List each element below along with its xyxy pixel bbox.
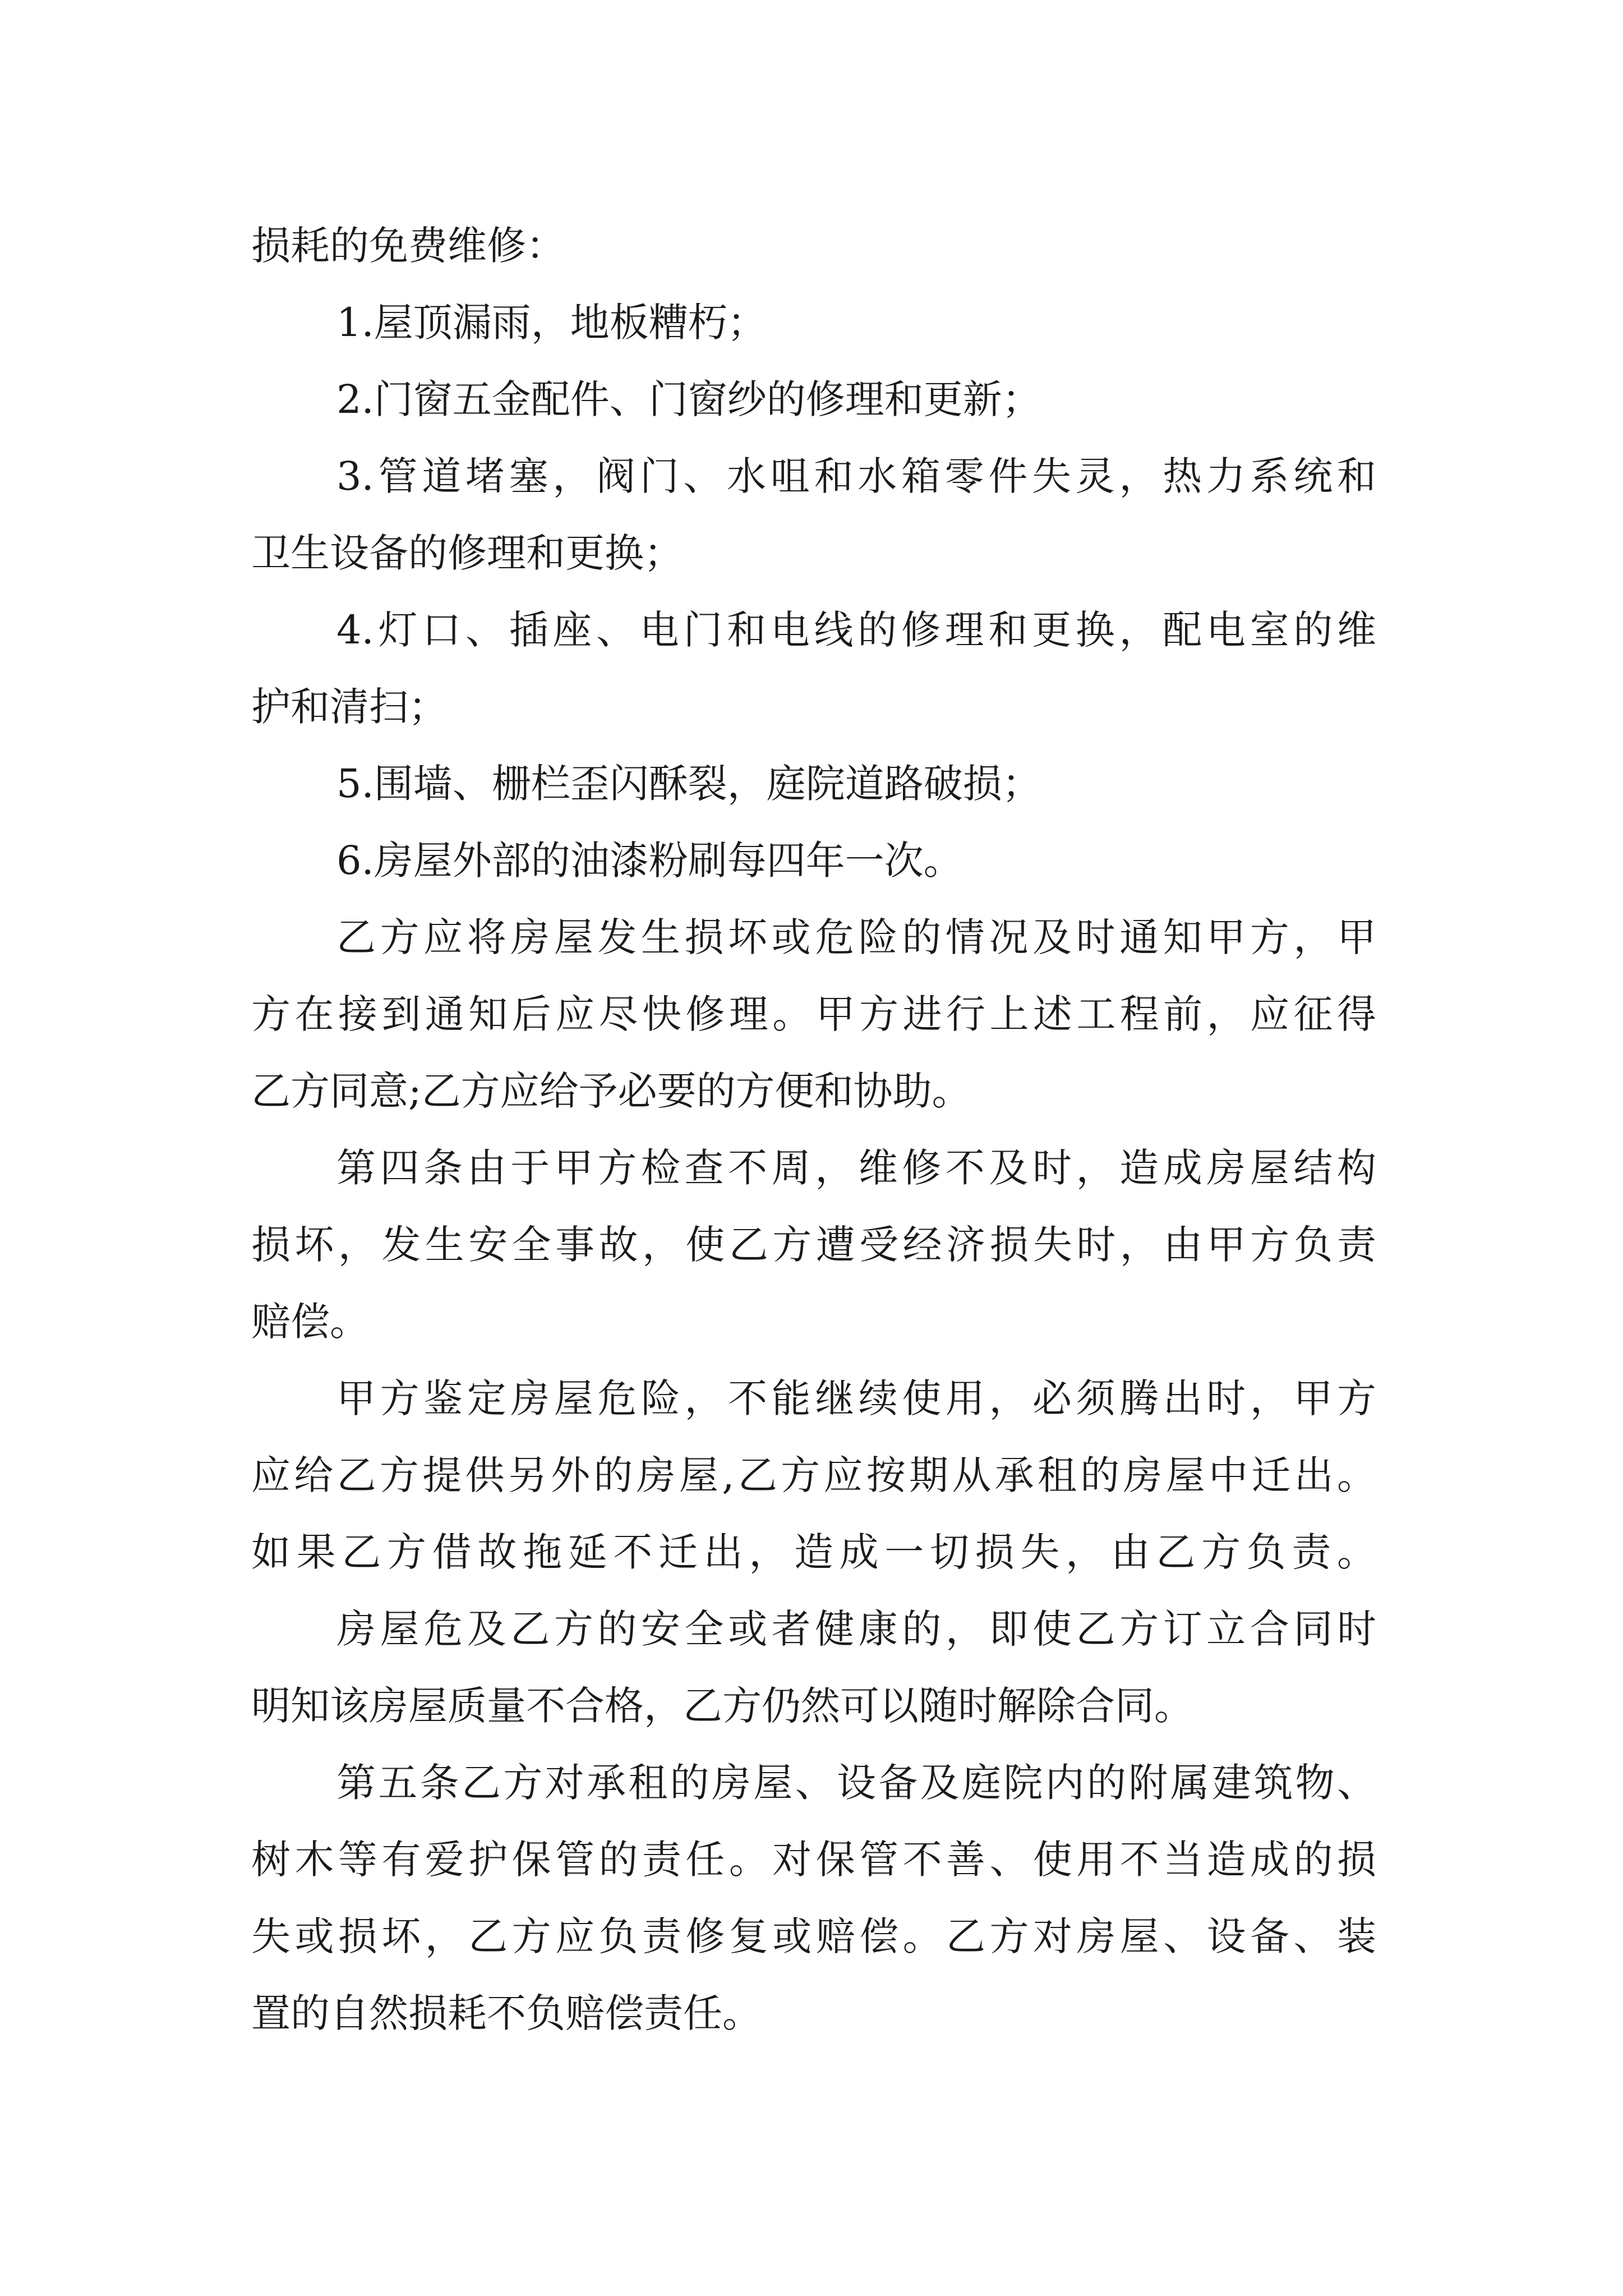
text-line: 损坏，发生安全事故，使乙方遭受经济损失时，由甲方负责 [251,1222,1376,1268]
text-line: 2.门窗五金配件、门窗纱的修理和更新； [336,376,1041,422]
text-line: 房屋危及乙方的安全或者健康的，即使乙方订立合同时 [336,1606,1376,1652]
text-line: 方在接到通知后应尽快修理。甲方进行上述工程前，应征得 [251,991,1376,1037]
text-line: 1.屋顶漏雨，地板糟朽； [336,300,767,346]
text-line: 5.围墙、栅栏歪闪酥裂，庭院道路破损； [336,761,1041,807]
text-line: 甲方鉴定房屋危险，不能继续使用，必须腾出时，甲方 [336,1375,1376,1421]
text-line: 树木等有爱护保管的责任。对保管不善、使用不当造成的损 [251,1837,1376,1883]
text-line: 卫生设备的修理和更换； [251,530,683,576]
text-line: 赔偿。 [251,1299,369,1345]
text-line: 6.房屋外部的油漆粉刷每四年一次。 [336,838,963,884]
text-line: 乙方同意;乙方应给予必要的方便和协助。 [251,1068,971,1114]
text-line: 损耗的免费维修： [251,223,565,269]
text-line: 应给乙方提供另外的房屋,乙方应按期从承租的房屋中迁出。 [251,1452,1376,1498]
text-line: 护和清扫； [251,684,448,730]
text-line: 明知该房屋质量不合格，乙方仍然可以随时解除合同。 [251,1683,1193,1729]
text-line: 4.灯口、插座、电门和电线的修理和更换，配电室的维 [336,607,1376,653]
text-line: 失或损坏，乙方应负责修复或赔偿。乙方对房屋、设备、装 [251,1913,1376,1959]
text-line: 第五条乙方对承租的房屋、设备及庭院内的附属建筑物、 [336,1760,1376,1806]
document-page [251,208,1376,2052]
text-line: 如果乙方借故拖延不迁出，造成一切损失，由乙方负责。 [251,1529,1376,1575]
text-line: 第四条由于甲方检查不周，维修不及时，造成房屋结构 [336,1145,1376,1191]
text-line: 置的自然损耗不负赔偿责任。 [251,1990,762,2036]
text-line: 3.管道堵塞，阀门、水咀和水箱零件失灵，热力系统和 [336,453,1376,499]
text-line: 乙方应将房屋发生损坏或危险的情况及时通知甲方，甲 [336,914,1376,960]
